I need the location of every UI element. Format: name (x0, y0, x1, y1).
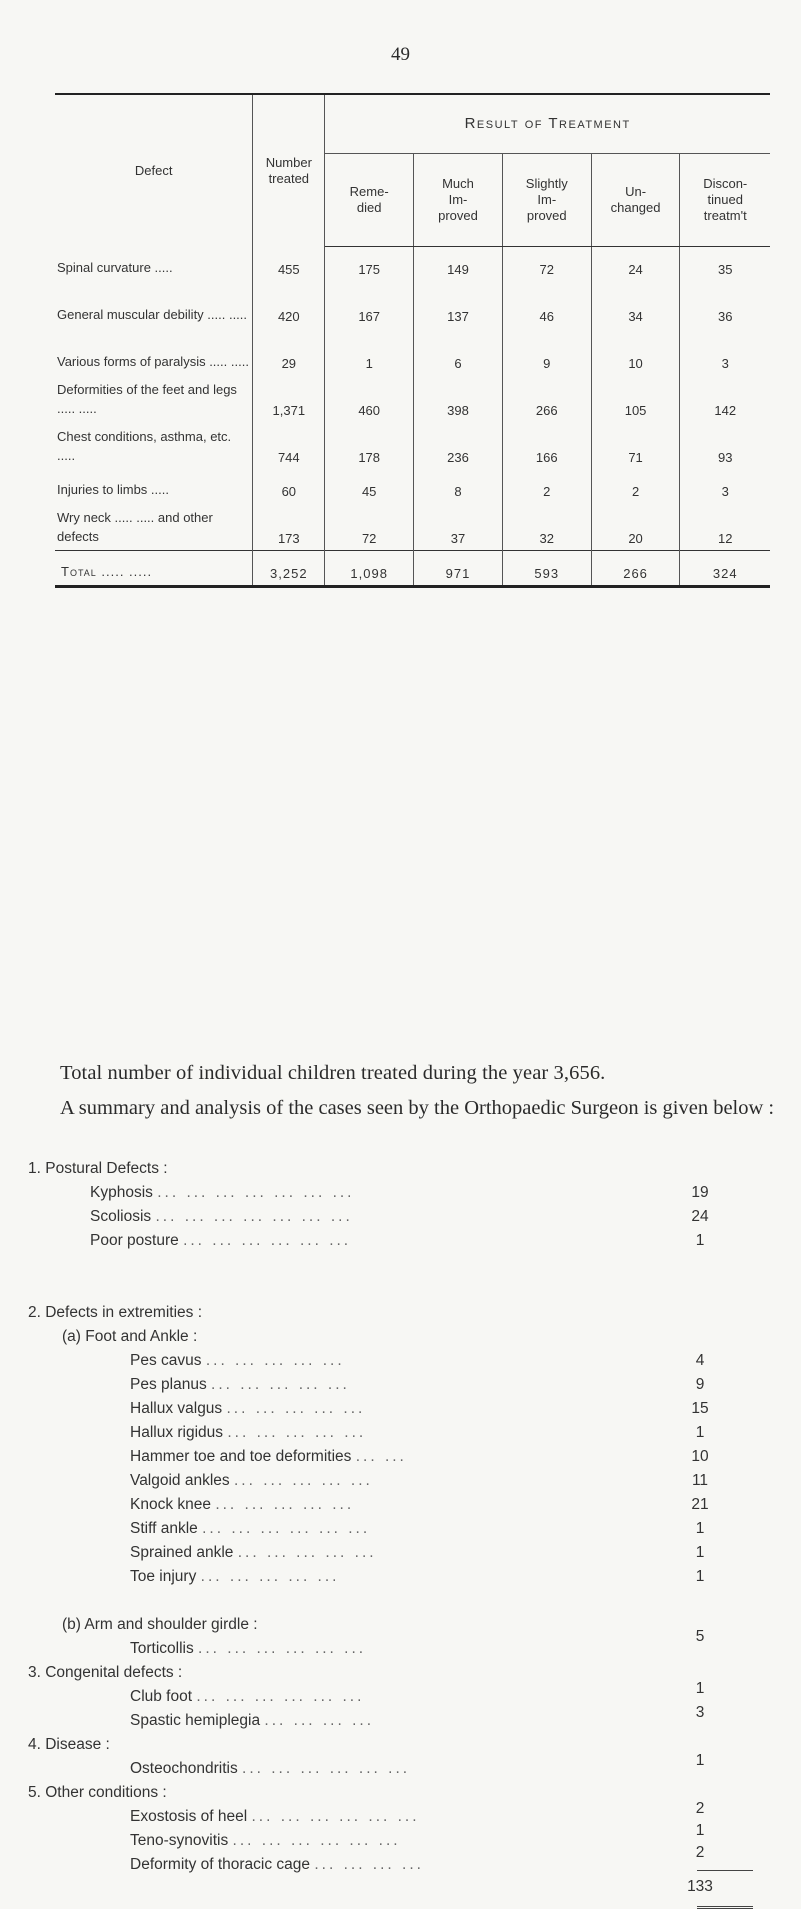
list-item (130, 1760, 410, 1778)
cell-discontinued: 12 (680, 503, 770, 551)
section-heading: 5. Other conditions : (28, 1784, 167, 1801)
cell-slightly-improved: 266 (502, 375, 591, 422)
cell-slightly-improved: 166 (502, 422, 591, 469)
list-item (130, 1448, 407, 1466)
list-item (130, 1352, 345, 1370)
item-name: Scoliosis (90, 1208, 152, 1225)
cell-remedied: 175 (325, 247, 414, 282)
header-remedied (325, 154, 414, 247)
cell-unchanged: 105 (591, 375, 680, 422)
cell-discontinued: 142 (680, 375, 770, 422)
header-result-of-treatment: Result of Treatment (464, 115, 631, 132)
total-slightly-improved: 593 (502, 551, 591, 587)
leader-dots: ... ... ... ... ... ... (198, 1640, 367, 1657)
item-count: 1 (695, 1424, 705, 1441)
item-count: 9 (695, 1376, 705, 1393)
subsection-heading: (a) Foot and Ankle : (62, 1328, 198, 1345)
item-count: 1 (695, 1680, 705, 1697)
cell-discontinued: 3 (680, 328, 770, 375)
item-name: Hallux rigidus (130, 1424, 224, 1441)
item-name: Stiff ankle (130, 1520, 198, 1537)
list-item (130, 1520, 370, 1538)
cell-slightly-improved: 46 (502, 281, 591, 328)
cell-number: 455 (253, 247, 325, 282)
total-label: Total ..... ..... (55, 551, 253, 587)
header-number-treated (253, 94, 325, 247)
leader-dots: ... ... ... ... ... ... ... (155, 1208, 353, 1225)
item-name: Spastic hemiplegia (130, 1712, 261, 1729)
item-name: Knock knee (130, 1496, 211, 1513)
leader-dots: ... ... ... ... ... ... (242, 1760, 411, 1777)
list-item (90, 1232, 351, 1250)
row-defect: Various forms of paralysis ..... ..... (57, 354, 249, 369)
leader-dots: ... ... ... ... ... ... (183, 1232, 352, 1249)
item-name: Hallux valgus (130, 1400, 223, 1417)
cell-number: 60 (253, 469, 325, 503)
cell-number: 420 (253, 281, 325, 328)
item-name: Poor posture (90, 1232, 179, 1249)
cell-remedied: 460 (325, 375, 414, 422)
cell-much-improved: 149 (414, 247, 503, 282)
leader-dots: ... ... (355, 1448, 407, 1465)
table-row (55, 328, 770, 375)
cell-unchanged: 71 (591, 422, 680, 469)
cell-number: 744 (253, 422, 325, 469)
item-name: Teno-synovitis (130, 1832, 229, 1849)
cell-much-improved: 8 (414, 469, 503, 503)
list-item (90, 1184, 355, 1202)
item-count: 24 (691, 1208, 709, 1225)
item-count: 15 (691, 1400, 709, 1417)
row-defect: Deformities of the feet and legs ..... ..... (57, 382, 237, 416)
cell-unchanged: 2 (591, 469, 680, 503)
total-remedied: 1,098 (325, 551, 414, 587)
header-much-improved-label: Much Im- proved (438, 176, 478, 223)
cell-unchanged: 20 (591, 503, 680, 551)
item-name: Deformity of thoracic cage (130, 1856, 311, 1873)
item-count: 1 (695, 1232, 705, 1249)
item-name: Pes cavus (130, 1352, 202, 1369)
summary-total: 133 (687, 1878, 713, 1895)
header-number-treated-label: Number treated (265, 154, 312, 186)
cell-discontinued: 35 (680, 247, 770, 282)
subsection-heading: (b) Arm and shoulder girdle : (62, 1616, 258, 1633)
item-count: 21 (691, 1496, 709, 1513)
cell-slightly-improved: 72 (502, 247, 591, 282)
section-heading: 3. Congenital defects : (28, 1664, 183, 1681)
cell-slightly-improved: 9 (502, 328, 591, 375)
item-count: 1 (695, 1822, 705, 1839)
cell-slightly-improved: 32 (502, 503, 591, 551)
row-defect: Injuries to limbs ..... (57, 482, 169, 497)
total-much-improved: 971 (414, 551, 503, 587)
leader-dots: ... ... ... ... (314, 1856, 424, 1873)
header-slightly-improved (502, 154, 591, 247)
list-item (130, 1688, 364, 1706)
header-defect: Defect (55, 94, 253, 247)
cell-discontinued: 3 (680, 469, 770, 503)
item-name: Toe injury (130, 1568, 197, 1585)
cell-much-improved: 398 (414, 375, 503, 422)
header-unchanged (591, 154, 680, 247)
item-count: 1 (695, 1752, 705, 1769)
leader-dots: ... ... ... ... ... (226, 1400, 366, 1417)
item-name: Sprained ankle (130, 1544, 234, 1561)
cell-discontinued: 93 (680, 422, 770, 469)
leader-dots: ... ... ... ... ... ... (251, 1808, 420, 1825)
cell-number: 29 (253, 328, 325, 375)
header-discontinued (680, 154, 770, 247)
cell-much-improved: 6 (414, 328, 503, 375)
cell-remedied: 178 (325, 422, 414, 469)
leader-dots: ... ... ... ... ... (211, 1376, 350, 1393)
header-remedied-label: Reme- died (349, 184, 389, 215)
list-item (130, 1808, 420, 1826)
table-row (55, 375, 770, 422)
results-table (55, 93, 770, 588)
list-item (130, 1376, 350, 1394)
list-item (130, 1496, 354, 1514)
list-item (130, 1472, 373, 1490)
list-item (90, 1208, 353, 1226)
list-item (130, 1640, 366, 1658)
leader-dots: ... ... ... ... ... ... (232, 1832, 401, 1849)
list-item (130, 1856, 424, 1874)
total-discontinued: 324 (680, 551, 770, 587)
item-name: Kyphosis (90, 1184, 153, 1201)
cell-remedied: 45 (325, 469, 414, 503)
header-discontinued-label: Discon- tinued treatm't (703, 176, 748, 223)
list-item (130, 1544, 377, 1562)
leader-dots: ... ... ... ... ... ... (202, 1520, 371, 1537)
leader-dots: ... ... ... ... ... (227, 1424, 367, 1441)
cell-much-improved: 37 (414, 503, 503, 551)
item-count: 19 (691, 1184, 709, 1201)
item-count: 11 (691, 1472, 709, 1489)
leader-dots: ... ... ... ... ... ... ... (157, 1184, 355, 1201)
cell-remedied: 167 (325, 281, 414, 328)
cell-much-improved: 137 (414, 281, 503, 328)
item-name: Hammer toe and toe deformities (130, 1448, 352, 1465)
list-item (130, 1568, 339, 1586)
table-row (55, 422, 770, 469)
item-name: Club foot (130, 1688, 193, 1705)
leader-dots: ... ... ... ... ... (237, 1544, 377, 1561)
cell-number: 173 (253, 503, 325, 551)
cell-number: 1,371 (253, 375, 325, 422)
item-name: Valgoid ankles (130, 1472, 230, 1489)
section-heading: 1. Postural Defects : (28, 1160, 168, 1177)
row-defect: General muscular debility ..... ..... (57, 307, 248, 322)
header-unchanged-label: Un- changed (610, 184, 661, 215)
total-number: 3,252 (253, 551, 325, 587)
list-item (130, 1424, 366, 1442)
page-number: 49 (391, 44, 410, 65)
section-heading: 2. Defects in extremities : (28, 1304, 203, 1321)
total-unchanged: 266 (591, 551, 680, 587)
leader-dots: ... ... ... ... ... (205, 1352, 345, 1369)
summary-intro-paragraph: A summary and analysis of the cases seen by the Orthopaedic Surgeon is given below : (60, 1097, 775, 1119)
item-name: Osteochondritis (130, 1760, 238, 1777)
leader-dots: ... ... ... ... ... (200, 1568, 340, 1585)
cell-unchanged: 24 (591, 247, 680, 282)
table-row (55, 469, 770, 503)
item-count: 5 (695, 1628, 705, 1645)
row-defect: Spinal curvature ..... (57, 260, 173, 275)
row-defect: Wry neck ..... ..... and other defects (57, 510, 213, 544)
item-name: Exostosis of heel (130, 1808, 248, 1825)
table-row (55, 247, 770, 282)
row-defect: Chest conditions, asthma, etc. ..... (57, 429, 232, 463)
leader-dots: ... ... ... ... ... ... (196, 1688, 365, 1705)
leader-dots: ... ... ... ... ... (233, 1472, 373, 1489)
leader-dots: ... ... ... ... ... (215, 1496, 355, 1513)
table-row (55, 503, 770, 551)
list-item (130, 1400, 365, 1418)
cell-remedied: 1 (325, 328, 414, 375)
cell-unchanged: 10 (591, 328, 680, 375)
item-name: Torticollis (130, 1640, 194, 1657)
cell-slightly-improved: 2 (502, 469, 591, 503)
item-count: 2 (695, 1844, 705, 1861)
item-name: Pes planus (130, 1376, 207, 1393)
item-count: 1 (695, 1520, 705, 1537)
total-rule (697, 1870, 753, 1871)
cell-unchanged: 34 (591, 281, 680, 328)
cell-much-improved: 236 (414, 422, 503, 469)
header-slightly-improved-label: Slightly Im- proved (525, 176, 568, 223)
cell-discontinued: 36 (680, 281, 770, 328)
table-row (55, 281, 770, 328)
section-heading: 4. Disease : (28, 1736, 110, 1753)
item-count: 1 (695, 1544, 705, 1561)
item-count: 3 (695, 1704, 705, 1721)
results-table-container (55, 93, 770, 588)
item-count: 2 (695, 1800, 705, 1817)
table-total-row (55, 551, 770, 587)
list-item (130, 1832, 401, 1850)
total-children-paragraph: Total number of individual children treated during the year 3,656. (60, 1062, 606, 1084)
leader-dots: ... ... ... ... (264, 1712, 375, 1729)
header-much-improved (414, 154, 503, 247)
item-count: 1 (695, 1568, 705, 1585)
cell-remedied: 72 (325, 503, 414, 551)
item-count: 4 (695, 1352, 705, 1369)
list-item (130, 1712, 374, 1730)
item-count: 10 (691, 1448, 709, 1465)
